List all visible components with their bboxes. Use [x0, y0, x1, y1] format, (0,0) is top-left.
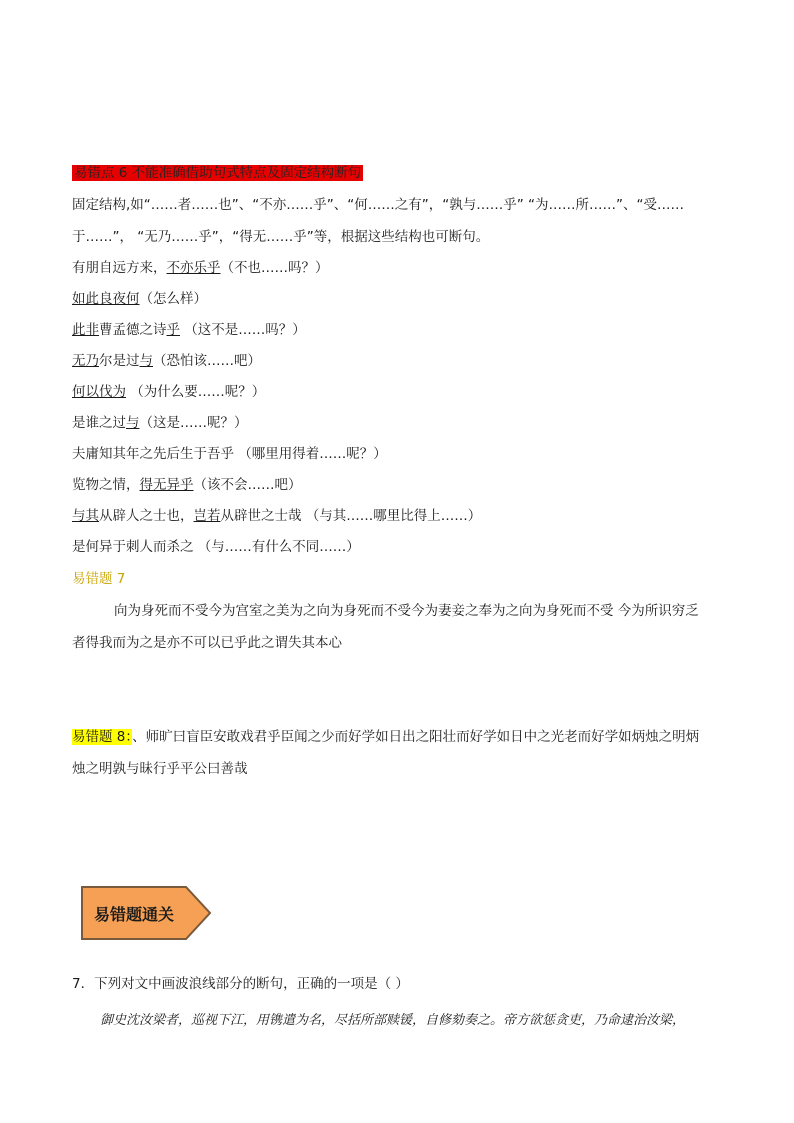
intro-line-1: 固定结构,如“……者……也”、“不亦……乎”、“何……之有”，“孰与……乎” “为……所……”、“受…… [72, 197, 685, 213]
example-3 [72, 320, 306, 340]
example-text: 是谁之过 [72, 415, 126, 431]
example-underlined: 与 [139, 353, 153, 369]
banner-label: 易错题通关 [94, 905, 175, 924]
example-1 [72, 258, 329, 278]
example-10: 是何异于刺人而杀之 （与……有什么不同……） [72, 539, 360, 555]
section-tag: 易错点 6 不能准确借助句式特点及固定结构断句 [74, 165, 362, 181]
q8-line-1 [72, 727, 699, 747]
example-text: 有朋自远方来， [72, 260, 167, 276]
example-text: 曹孟德之诗 [99, 322, 167, 338]
example-gloss: （怎么样） [139, 291, 207, 307]
q7-line-2: 者得我而为之是亦不可以已乎此之谓失其本心 [72, 635, 342, 651]
banner [80, 885, 212, 941]
example-underlined: 岂若 [193, 508, 221, 524]
example-2 [72, 289, 207, 309]
example-gloss: （恐怕该……吧） [153, 353, 261, 369]
example-gloss: （这不是……吗？） [180, 322, 306, 338]
q8-line-2: 烛之明孰与昧行乎平公曰善哉 [72, 761, 248, 777]
example-underlined: 不亦乐乎 [166, 260, 221, 276]
example-9 [72, 506, 481, 526]
example-gloss: （为什么要……呢？） [126, 384, 266, 400]
intro-line-2: 于……”， “无乃……乎”，“得无……乎”等，根据这些结构也可断句。 [72, 229, 490, 245]
example-underlined: 乎 [166, 322, 180, 338]
example-underlined: 此非 [72, 322, 99, 338]
q7-label: 易错题 7 [72, 571, 126, 587]
example-text: 尔是过 [99, 353, 140, 369]
example-8 [72, 475, 302, 495]
example-underlined: 如此良夜何 [72, 291, 140, 307]
question-7-passage: 御史沈汝梁者，巡视下江，用镌遣为名，尽括所部赎锾，自修劾奏之。帝方欲惩贪吏，乃命逮治汝梁， [100, 1013, 686, 1028]
example-gloss: （该不会……吧） [193, 477, 302, 493]
example-text: 从辟人之士也， [99, 508, 194, 524]
example-5 [72, 382, 265, 402]
example-underlined: 何以伐为 [72, 384, 126, 400]
example-underlined: 与 [126, 415, 140, 431]
example-4 [72, 351, 261, 371]
example-7: 夫庸知其年之先后生于吾乎 （哪里用得着……呢？） [72, 446, 387, 462]
q8-text: 、师旷曰盲臣安敢戏君乎臣闻之少而好学如日出之阳壮而好学如日中之光老而好学如炳烛之明炳 [132, 729, 700, 745]
example-underlined: 与其 [72, 508, 99, 524]
example-gloss: （不也……吗？） [220, 260, 329, 276]
example-underlined: 得无异乎 [139, 477, 194, 493]
example-gloss: 从辟世之士哉 （与其……哪里比得上……） [220, 508, 482, 524]
example-underlined: 无乃 [72, 353, 99, 369]
q7-line-1: 向为身死而不受今为宫室之美为之向为身死而不受今为妻妾之奉为之向为身死而不受 今为所识穷乏 [114, 603, 699, 619]
section-tag-line [72, 163, 363, 183]
example-text: 览物之情， [72, 477, 140, 493]
example-6 [72, 413, 248, 433]
q8-label: 易错题 8： [72, 729, 133, 745]
example-gloss: （这是……呢？） [139, 415, 248, 431]
question-7-prompt: 7．下列对文中画波浪线部分的断句，正确的一项是（ ） [72, 976, 409, 992]
